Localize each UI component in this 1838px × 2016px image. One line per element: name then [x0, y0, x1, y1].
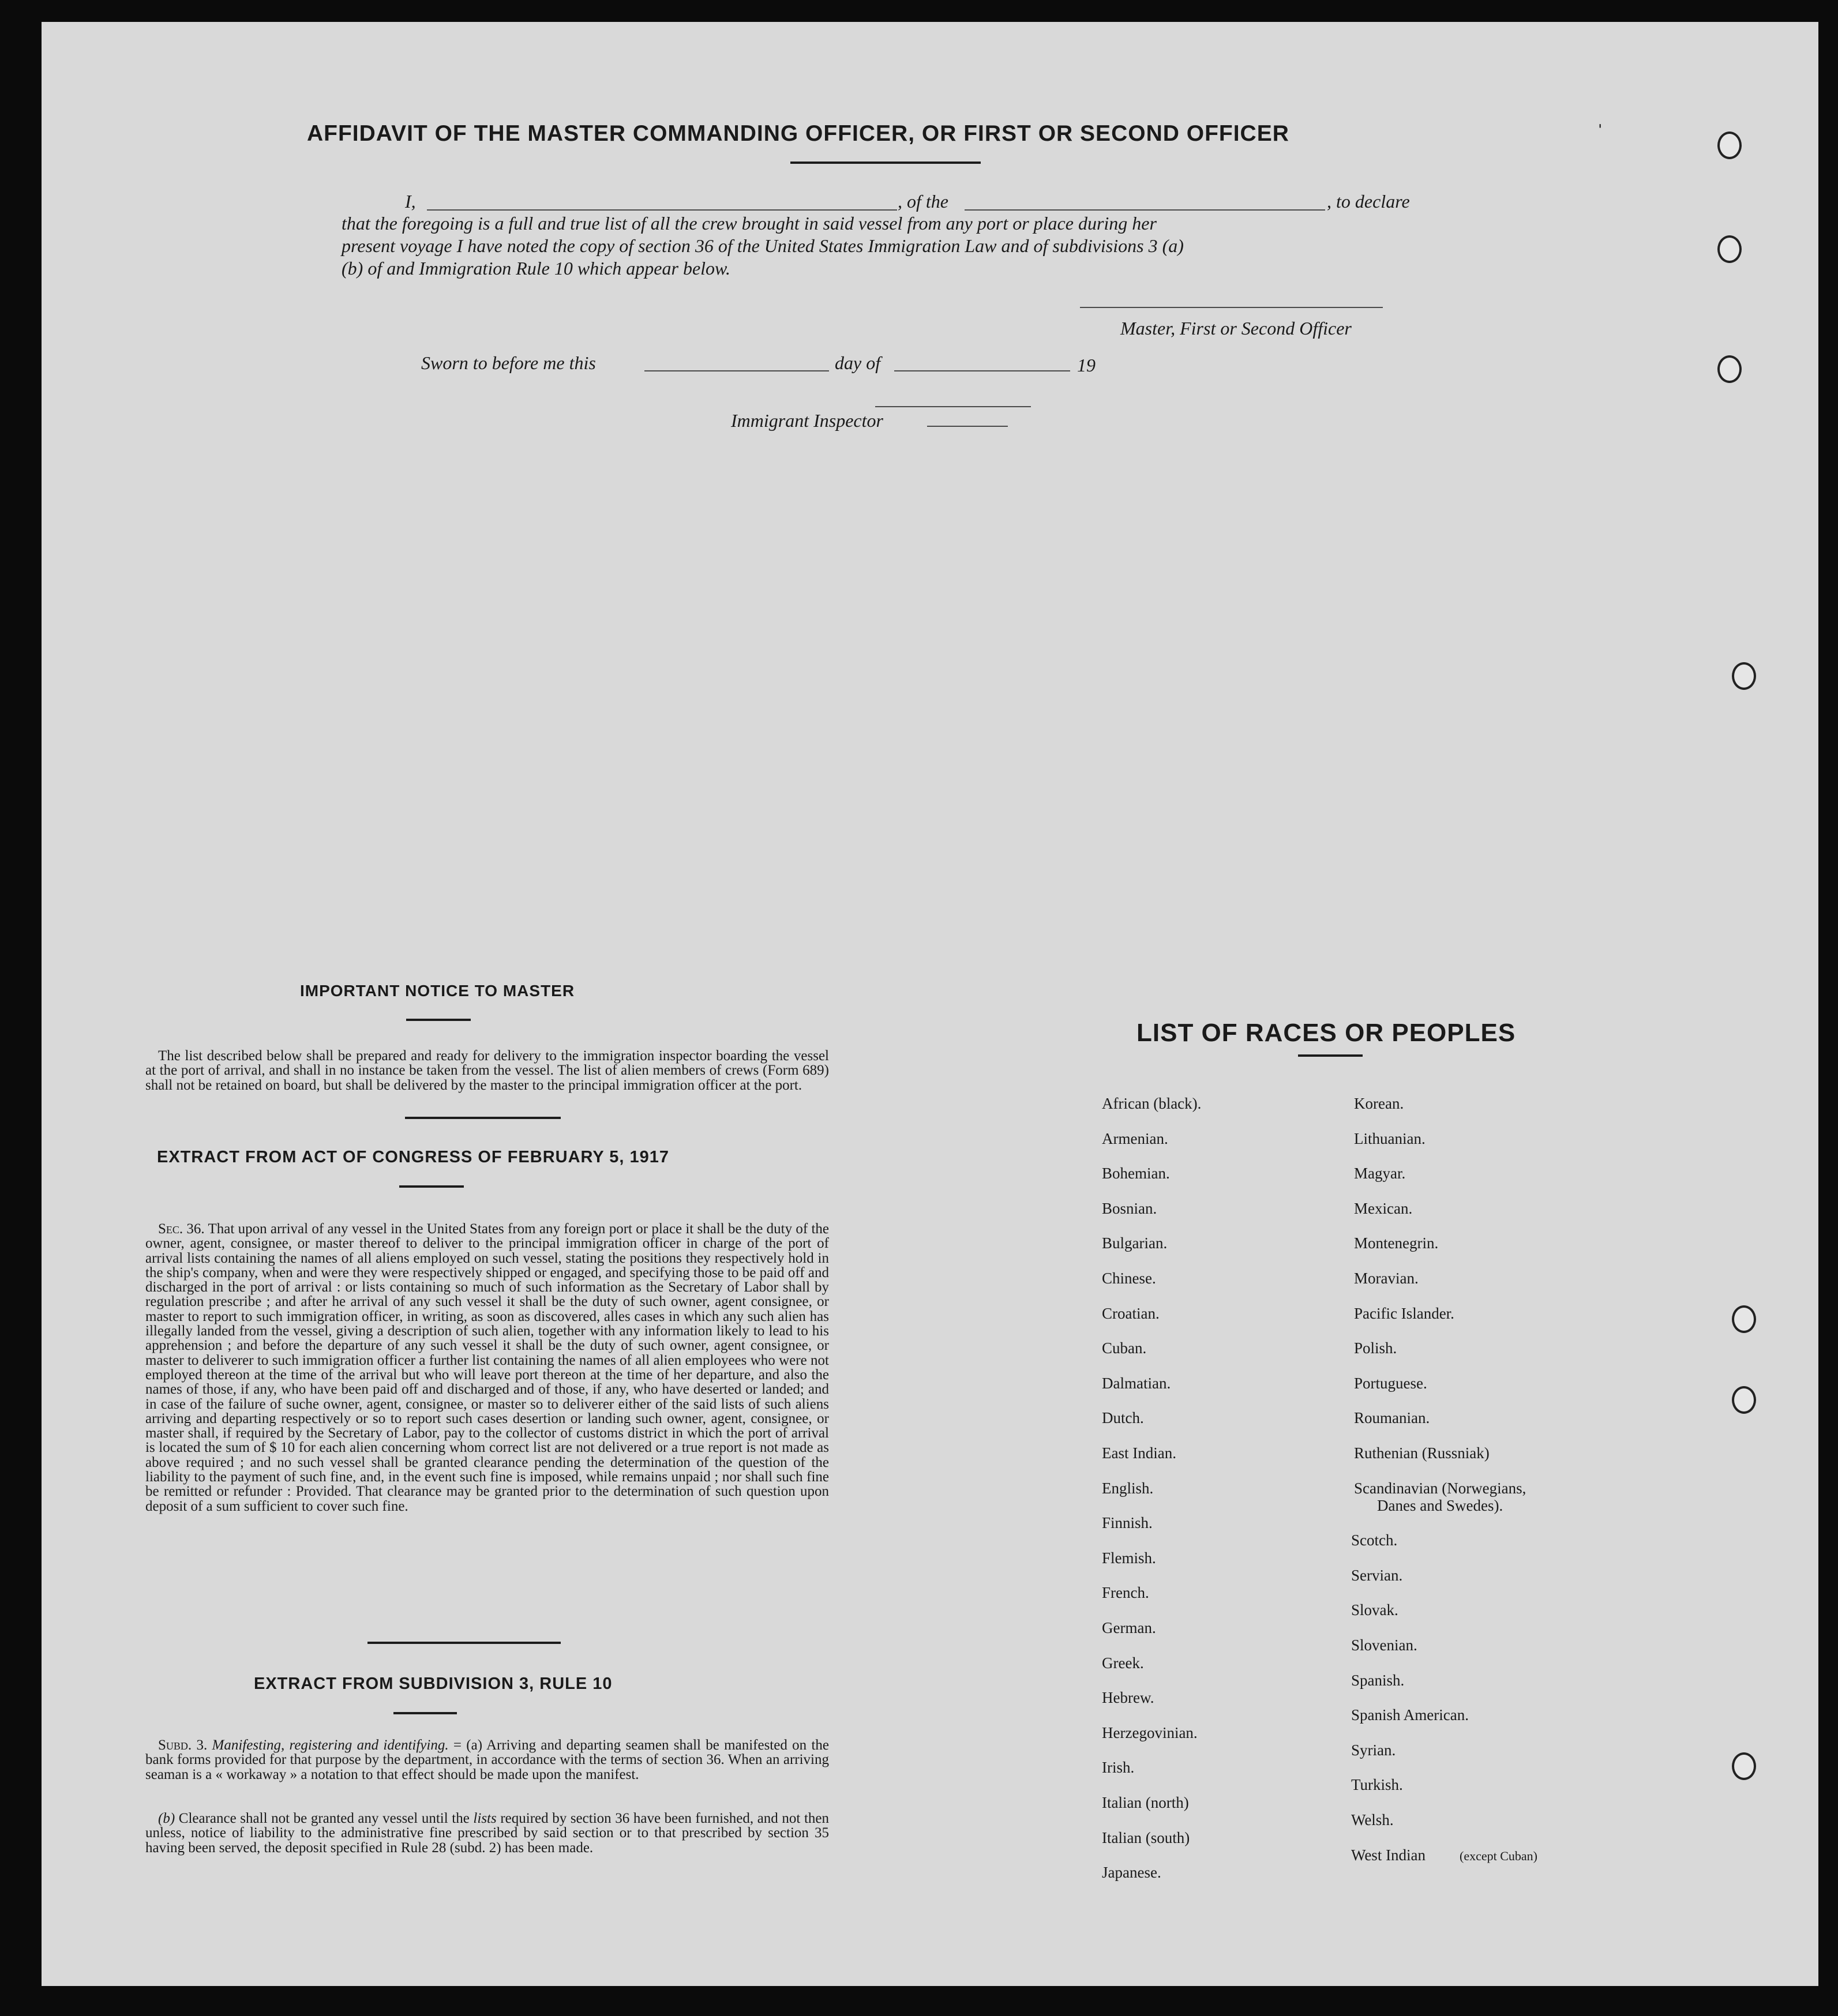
sworn-label: Sworn to before me this: [421, 352, 596, 373]
rule-title: EXTRACT FROM SUBDIVISION 3, RULE 10: [254, 1675, 613, 1693]
inspector-name-line[interactable]: [927, 426, 1008, 427]
punch-hole: [1732, 1386, 1756, 1414]
affidavit-line-4: (b) of and Immigration Rule 10 which appear below.: [342, 258, 730, 279]
notice-end-rule: [405, 1117, 561, 1119]
race-item: Turkish.: [1351, 1776, 1403, 1794]
document-page: [42, 22, 1818, 1986]
affidavit-title: AFFIDAVIT OF THE MASTER COMMANDING OFFICER, OR FIRST OR SECOND OFFICER: [307, 121, 1289, 146]
rule-b-text-2: required by section 36 have been furnished, and not then unless, notice of liability to the administrative fine prescribed by said section or to that prescribed by section 35 having been served, the deposit specified in Rule 28 (subd. 2) has been made.: [145, 1811, 829, 1856]
rule-b-text-1: Clearance shall not be granted any vessel until the: [178, 1811, 470, 1826]
race-item: Montenegrin.: [1354, 1234, 1439, 1252]
race-item: Portuguese.: [1354, 1374, 1427, 1392]
race-item: Croatian.: [1102, 1304, 1160, 1322]
inspector-label: Immigrant Inspector: [731, 410, 883, 431]
punch-hole: [1732, 662, 1756, 690]
act-end-rule: [367, 1642, 561, 1644]
race-item: Bosnian.: [1102, 1199, 1157, 1217]
race-item: Bohemian.: [1102, 1165, 1170, 1182]
race-item: Scotch.: [1351, 1531, 1398, 1549]
affidavit-i-label: I,: [405, 191, 416, 212]
inspector-signature-line[interactable]: [875, 406, 1031, 407]
race-item-note: (except Cuban): [1460, 1848, 1537, 1863]
act-title: EXTRACT FROM ACT OF CONGRESS OF FEBRUARY 5, 1917: [157, 1148, 670, 1166]
race-item: Greek.: [1102, 1654, 1144, 1672]
punch-hole: [1732, 1752, 1756, 1780]
race-item: Servian.: [1351, 1566, 1403, 1584]
race-item: East Indian.: [1102, 1444, 1176, 1462]
race-item: Magyar.: [1354, 1165, 1406, 1182]
race-item: German.: [1102, 1619, 1156, 1636]
race-item: Slovak.: [1351, 1601, 1398, 1619]
race-item: Flemish.: [1102, 1549, 1156, 1567]
sworn-month-line[interactable]: [894, 370, 1070, 371]
affidavit-mark: ˈ: [1596, 119, 1604, 145]
officer-label: Master, First or Second Officer: [1120, 318, 1352, 339]
race-item: English.: [1102, 1479, 1154, 1497]
race-item: Spanish.: [1351, 1671, 1405, 1689]
race-item: Welsh.: [1351, 1811, 1394, 1829]
affidavit-line-3: present voyage I have noted the copy of section 36 of the United States Immigration Law and of subdivisions 3 (a): [342, 235, 1184, 256]
race-item: Spanish American.: [1351, 1706, 1469, 1724]
race-item: Roumanian.: [1354, 1409, 1430, 1427]
race-item: Italian (north): [1102, 1794, 1189, 1811]
act-title-rule: [399, 1185, 464, 1188]
act-section-text: That upon arrival of any vessel in the United States from any foreign port or place it shall be the duty of the owner, agent, consignee, or master thereof to deliver to the principal immigration officer in charge of the port of arrival lists containing the names of all aliens employed on such vessel, stating the positions they respectively hold in the ship's company, when and were they were respectively shipped or engaged, and specifying those to be paid off and discharged in the port of arrival : or lists containing so much of such information as the Secretary of Labor shall by regulation prescribe ; and after he arrival of any such vessel it shall be the duty of such owner, agent consignee, or master to report to such immigration officer, in writing, as soon as discovered, alles cases in which any such alien has illegally landed from the vessel, giving a description of such alien, together with any information likely to lead to his apprehension ; and before the departure of any such vessel it shall be the duty of such owner, agent consignee, or master to deliverer to such immigration officer a further list containing the names of all alien employees who were not employed thereon at the time of the arrival but who will leave port thereon at the time of her departure, and also the names of those, if any, who have been paid off and discharged and of those, if any, who have deserted or landed; and in case of the failure of suche owner, agent, consignee, or master so to deliverer either of the said lists of such aliens arriving and departing respectively or so to report such cases desertion or landing such owner, agent, consignee, or master shall, if required by the Secretary of Labor, pay to the collector of customs district in which the port of arrival is located the sum of $ 10 for each alien concerning whom correct list are not delivered or a true report is not made as above required ; and no such vessel shall be granted clearance pending the determination of the question of the liability to the payment of such fine, and, in the event such fine is imposed, while remains unpaid ; nor shall such fine be remitted or refunder : Provided. That clearance may be granted prior to the determination of such question upon deposit of a sum sufficient to cover such fine.: [145, 1221, 830, 1514]
notice-title: IMPORTANT NOTICE TO MASTER: [300, 982, 575, 1000]
rule-subd-heading: Manifesting, registering and identifying.: [212, 1737, 449, 1753]
officer-signature-line[interactable]: [1080, 307, 1383, 308]
race-item: Cuban.: [1102, 1339, 1147, 1357]
race-item: Pacific Islander.: [1354, 1304, 1454, 1322]
race-item-continuation: Danes and Swedes).: [1377, 1496, 1503, 1514]
affidavit-title-rule: [790, 162, 981, 164]
race-item: Japanese.: [1102, 1864, 1161, 1882]
race-item: Hebrew.: [1102, 1689, 1154, 1707]
races-title-rule: [1298, 1054, 1363, 1057]
rule-title-rule: [393, 1712, 457, 1714]
notice-text: The list described below shall be prepared and ready for delivery to the immigration inspector boarding the vessel at the port of arrival, and shall in no instance be taken from the vessel. The list of alien members of crews (Form 689) shall not be retained on board, but shall be delivered by the master to the principal immigration officer at the port.: [145, 1048, 829, 1093]
race-item: Scandinavian (Norwegians,: [1354, 1479, 1526, 1497]
race-item: Chinese.: [1102, 1270, 1156, 1287]
race-item: Ruthenian (Russniak): [1354, 1444, 1490, 1462]
race-item: Mexican.: [1354, 1199, 1413, 1217]
rule-subd-paragraph: [145, 1738, 829, 1782]
race-item: French.: [1102, 1584, 1149, 1602]
race-item: Dalmatian.: [1102, 1374, 1171, 1392]
race-item: West Indian: [1351, 1846, 1426, 1864]
punch-hole: [1717, 235, 1742, 263]
affidavit-of-the-label: , of the: [898, 191, 948, 212]
rule-subd-label: Subd. 3.: [158, 1737, 208, 1753]
race-item: Dutch.: [1102, 1409, 1144, 1427]
rule-b-lists: lists: [473, 1811, 497, 1826]
year-label: 19: [1077, 355, 1096, 376]
affidavit-to-declare-label: , to declare: [1327, 191, 1410, 212]
race-item: African (black).: [1102, 1095, 1202, 1112]
race-item: Moravian.: [1354, 1270, 1419, 1287]
race-item: Finnish.: [1102, 1514, 1153, 1532]
race-item: Syrian.: [1351, 1741, 1396, 1759]
race-item: Slovenian.: [1351, 1636, 1417, 1654]
race-item: Polish.: [1354, 1339, 1397, 1357]
rule-b-paragraph: [145, 1811, 829, 1855]
punch-hole: [1732, 1305, 1756, 1333]
race-item: Italian (south): [1102, 1829, 1190, 1846]
act-text-block: [145, 1222, 829, 1514]
rule-subd-text: = (a) Arriving and departing seamen shall be manifested on the bank forms provided for that purpose by the department, in accordance with the terms of section 36. When an arriving seaman is a « workaway » a notation to that effect should be made upon the manifest.: [145, 1737, 829, 1782]
race-item: Armenian.: [1102, 1129, 1168, 1147]
vessel-field-line[interactable]: [965, 209, 1325, 211]
punch-hole: [1717, 132, 1742, 159]
race-item: Irish.: [1102, 1759, 1135, 1777]
race-item: Korean.: [1354, 1095, 1404, 1112]
punch-hole: [1717, 355, 1742, 383]
rule-b-label: (b): [158, 1811, 175, 1826]
sworn-day-line[interactable]: [644, 370, 829, 371]
affidavit-line-2: that the foregoing is a full and true list of all the crew brought in said vessel from any port or place during her: [342, 213, 1157, 234]
act-section-label: Sec. 36.: [158, 1221, 205, 1237]
races-title: LIST OF RACES OR PEOPLES: [1136, 1019, 1516, 1047]
day-of-label: day of: [835, 352, 881, 373]
race-item: Lithuanian.: [1354, 1129, 1426, 1147]
race-item: Herzegovinian.: [1102, 1724, 1198, 1741]
race-item: Bulgarian.: [1102, 1234, 1168, 1252]
notice-title-rule: [406, 1019, 471, 1021]
name-field-line[interactable]: [427, 209, 897, 211]
